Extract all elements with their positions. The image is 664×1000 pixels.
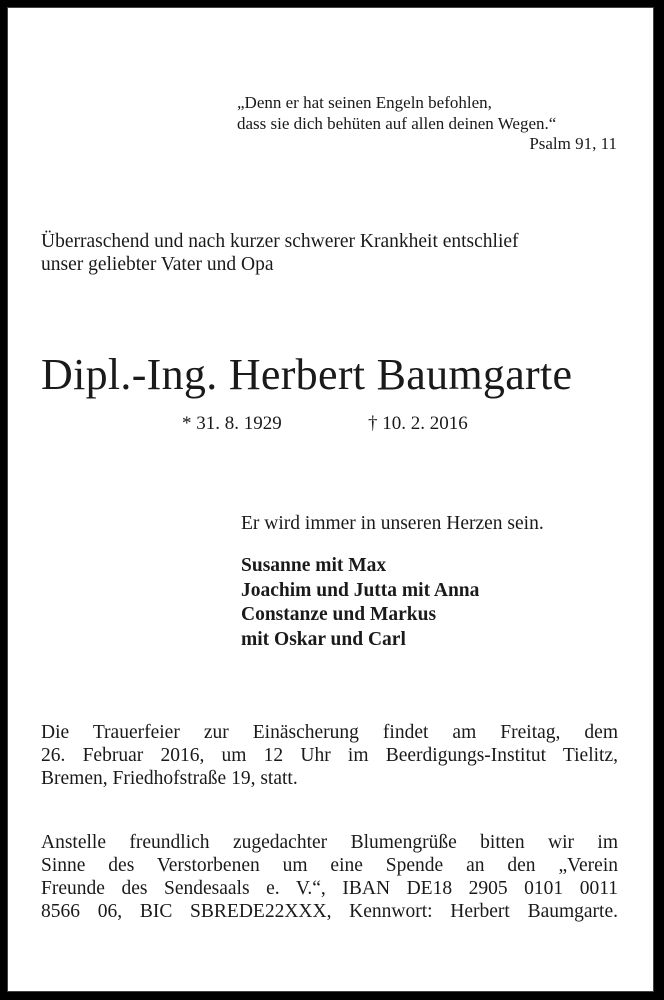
ceremony-line: Bremen, Friedhofstraße 19, statt. bbox=[41, 768, 298, 789]
donation-line: Anstelle freundlich zugedachter Blumengrüße bitten wir im bbox=[41, 832, 618, 853]
verse-line: dass sie dich behüten auf allen deinen Wegen.“ bbox=[237, 114, 557, 133]
verse-line: „Denn er hat seinen Engeln befohlen, bbox=[237, 93, 492, 112]
ceremony-info bbox=[41, 721, 618, 790]
donation-info bbox=[41, 831, 618, 923]
bible-verse bbox=[237, 92, 556, 134]
mourners-list bbox=[241, 554, 479, 652]
intro-text bbox=[41, 230, 519, 276]
donation-line: 8566 06, BIC SBREDE22XXX, Kennwort: Herbert Baumgarte. bbox=[41, 901, 618, 922]
donation-line: Sinne des Verstorbenen um eine Spende an den „Verein bbox=[41, 855, 618, 876]
birth-date: * 31. 8. 1929 bbox=[182, 413, 282, 434]
verse-reference: Psalm 91, 11 bbox=[529, 134, 617, 153]
mourner-entry: Joachim und Jutta mit Anna bbox=[241, 579, 480, 601]
intro-line: Überraschend und nach kurzer schwerer Krankheit entschlief bbox=[41, 231, 519, 252]
ceremony-line: Die Trauerfeier zur Einäscherung findet am Freitag, dem bbox=[41, 722, 618, 743]
mourner-entry: mit Oskar und Carl bbox=[241, 628, 406, 650]
memorial-motto: Er wird immer in unseren Herzen sein. bbox=[241, 513, 544, 534]
mourner-entry: Susanne mit Max bbox=[241, 555, 387, 576]
mourner-entry: Constanze und Markus bbox=[241, 604, 437, 625]
deceased-name: Dipl.-Ing. Herbert Baumgarte bbox=[41, 350, 573, 399]
donation-line: Freunde des Sendesaals e. V.“, IBAN DE18 2905 0101 0011 bbox=[41, 878, 618, 899]
ceremony-line: 26. Februar 2016, um 12 Uhr im Beerdigungs-Institut Tielitz, bbox=[41, 745, 618, 766]
obituary-notice bbox=[7, 7, 654, 992]
intro-line: unser geliebter Vater und Opa bbox=[41, 254, 274, 275]
death-date: † 10. 2. 2016 bbox=[368, 413, 468, 434]
